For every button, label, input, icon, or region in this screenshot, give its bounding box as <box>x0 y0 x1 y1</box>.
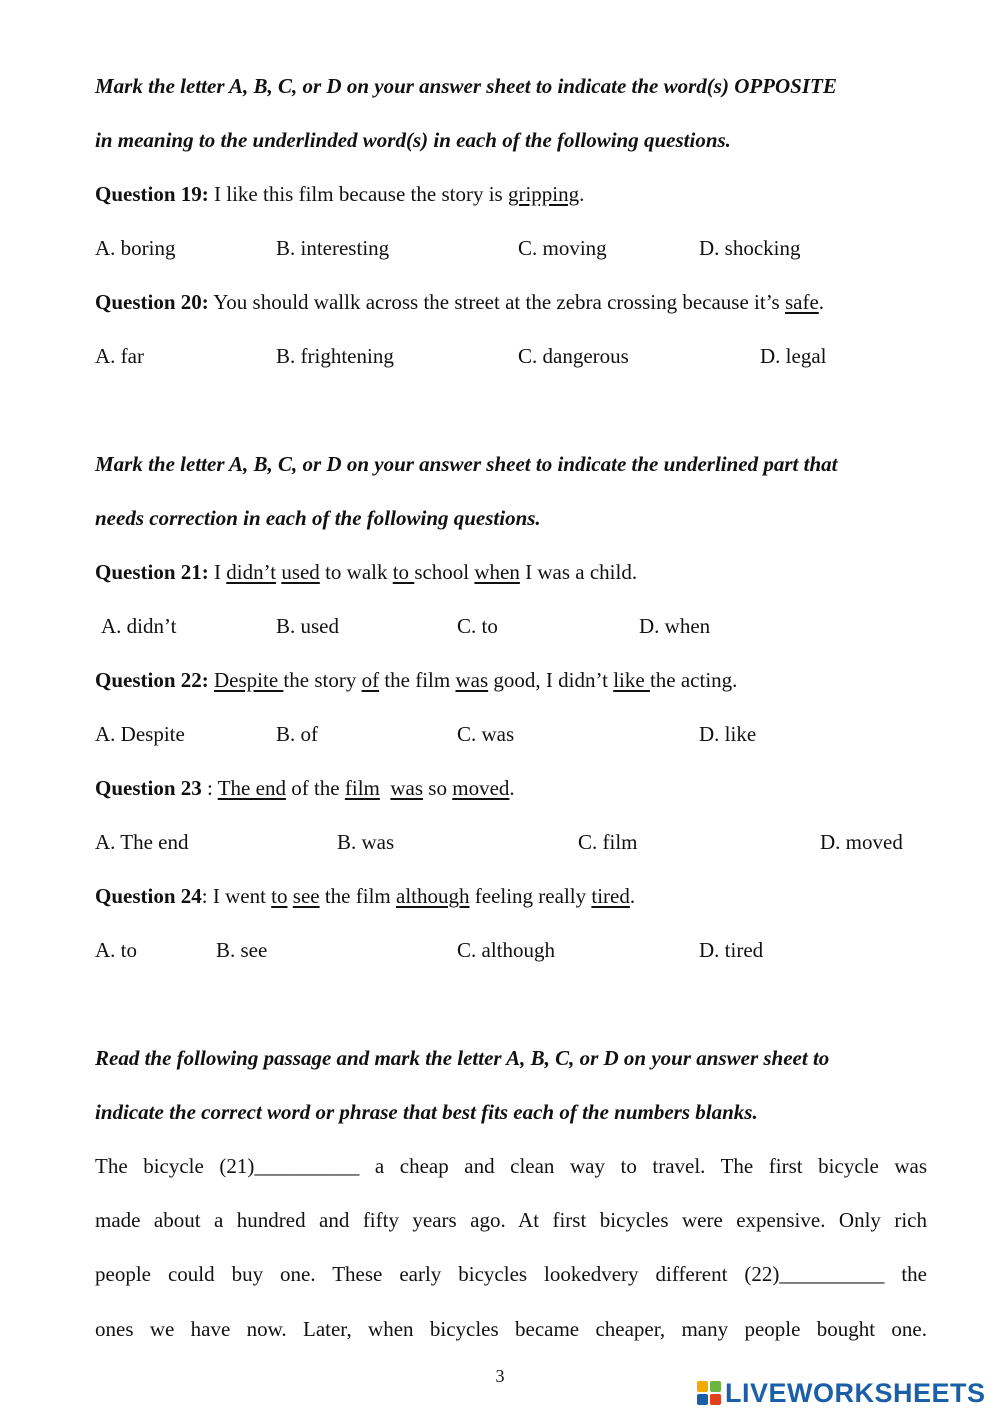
question-20: Question 20: You should wallk across the street at the zebra crossing because it’s safe. <box>95 290 825 314</box>
underlined-part: used <box>281 560 320 584</box>
q20-option-a[interactable]: A. far <box>95 344 144 368</box>
underlined-word: gripping <box>507 182 580 206</box>
q24-option-b[interactable]: B. see <box>216 938 268 962</box>
question-label: Question 23 <box>95 776 202 800</box>
question-21: Question 21: I didn’t used to walk to school when I was a child. <box>95 560 638 584</box>
q23-option-c[interactable]: C. film <box>578 830 638 854</box>
liveworksheets-logo[interactable] <box>697 1376 986 1410</box>
q22-option-d[interactable]: D. like <box>699 722 757 746</box>
q20-option-c[interactable]: C. dangerous <box>518 344 629 368</box>
underlined-part: film <box>344 776 380 800</box>
underlined-part: although <box>396 884 470 908</box>
passage-line-3: people could buy one. These early bicycles lookedvery different (22)__________ the <box>95 1262 927 1286</box>
section3-instruction-line2: indicate the correct word or phrase that best fits each of the numbers blanks. <box>95 1100 758 1124</box>
logo-square-icon <box>710 1381 721 1392</box>
underlined-part: tired <box>591 884 630 908</box>
underlined-part: didn’t <box>226 560 277 584</box>
brand-name: LIVEWORKSHEETS <box>725 1377 986 1408</box>
underlined-part: when <box>474 560 520 584</box>
underlined-part: of <box>361 668 380 692</box>
logo-square-icon <box>697 1381 708 1392</box>
underlined-part: see <box>292 884 320 908</box>
liveworksheets-logo-icon <box>697 1381 721 1405</box>
section1-instruction-line1: Mark the letter A, B, C, or D on your answer sheet to indicate the word(s) OPPOSITE <box>95 74 837 98</box>
underlined-part: like <box>613 668 650 692</box>
q23-option-a[interactable]: A. The end <box>95 830 189 854</box>
question-label: Question 21: <box>95 560 209 584</box>
underlined-part: was <box>455 668 489 692</box>
q22-option-b[interactable]: B. of <box>276 722 318 746</box>
q21-option-a[interactable]: A. didn’t <box>101 614 177 638</box>
q19-option-a[interactable]: A. boring <box>95 236 176 260</box>
passage-line-1: The bicycle (21)__________ a cheap and clean way to travel. The first bicycle was <box>95 1154 927 1178</box>
section2-instruction-line1: Mark the letter A, B, C, or D on your answer sheet to indicate the underlined part that <box>95 452 838 476</box>
question-label: Question 20: <box>95 290 209 314</box>
logo-square-icon <box>697 1394 708 1405</box>
passage-line-4: ones we have now. Later, when bicycles became cheaper, many people bought one. <box>95 1317 927 1341</box>
section3-instruction-line1: Read the following passage and mark the letter A, B, C, or D on your answer sheet to <box>95 1046 830 1070</box>
underlined-part: was <box>390 776 424 800</box>
q22-option-a[interactable]: A. Despite <box>95 722 185 746</box>
q19-option-d[interactable]: D. shocking <box>699 236 801 260</box>
page-number: 3 <box>495 1366 505 1386</box>
q21-option-c[interactable]: C. to <box>457 614 498 638</box>
underlined-part: The end <box>217 776 286 800</box>
underlined-part: to <box>271 884 288 908</box>
q23-option-b[interactable]: B. was <box>337 830 395 854</box>
passage-line-2: made about a hundred and fifty years ago. At first bicycles were expensive. Only rich <box>95 1208 927 1232</box>
underlined-part: moved <box>452 776 510 800</box>
underlined-word: safe <box>784 290 819 314</box>
q24-option-d[interactable]: D. tired <box>699 938 764 962</box>
question-label: Question 19: <box>95 182 209 206</box>
underlined-part: to <box>392 560 415 584</box>
q21-option-b[interactable]: B. used <box>276 614 339 638</box>
underlined-part: Despite <box>214 668 284 692</box>
q19-option-c[interactable]: C. moving <box>518 236 607 260</box>
q23-option-d[interactable]: D. moved <box>820 830 903 854</box>
section2-instruction-line2: needs correction in each of the following questions. <box>95 506 541 530</box>
question-19: Question 19: I like this film because the story is gripping. <box>95 182 585 206</box>
logo-square-icon <box>710 1394 721 1405</box>
q24-option-c[interactable]: C. although <box>457 938 555 962</box>
q21-option-d[interactable]: D. when <box>639 614 711 638</box>
question-label: Question 24 <box>95 884 202 908</box>
section1-instruction-line2: in meaning to the underlinded word(s) in each of the following questions. <box>95 128 731 152</box>
q22-option-c[interactable]: C. was <box>457 722 515 746</box>
question-24: Question 24: I went to see the film although feeling really tired. <box>95 884 636 908</box>
q19-option-b[interactable]: B. interesting <box>276 236 390 260</box>
q20-option-d[interactable]: D. legal <box>760 344 827 368</box>
q20-option-b[interactable]: B. frightening <box>276 344 394 368</box>
question-label: Question 22: <box>95 668 209 692</box>
question-23: Question 23 : The end of the film was so moved. <box>95 776 515 800</box>
question-22: Question 22: Despite the story of the film was good, I didn’t like the acting. <box>95 668 738 692</box>
q24-option-a[interactable]: A. to <box>95 938 137 962</box>
